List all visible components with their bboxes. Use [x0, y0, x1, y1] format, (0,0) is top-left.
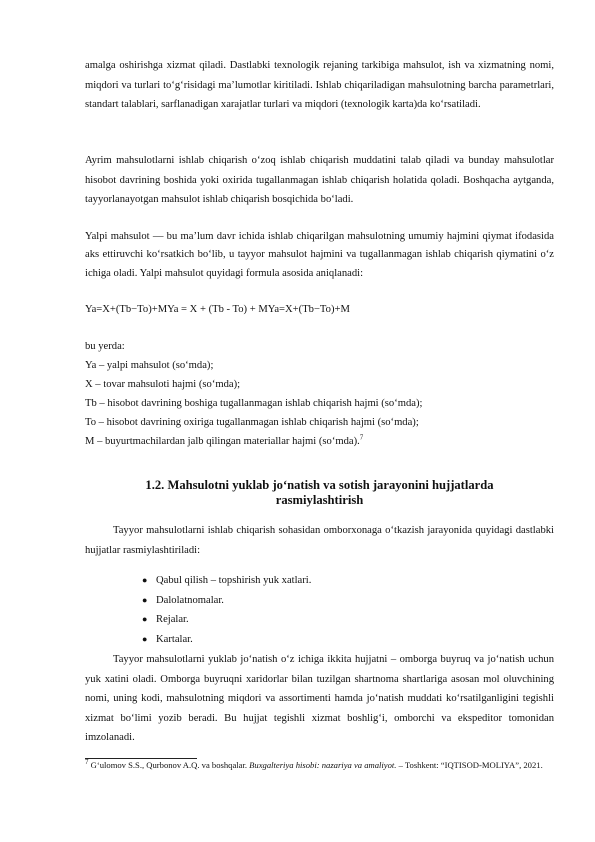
paragraph-documents-intro	[85, 521, 554, 560]
list-item-text: Rejalar.	[156, 614, 189, 625]
legend-item-last	[85, 432, 554, 451]
paragraph-gross-output	[85, 228, 554, 283]
formula	[85, 300, 554, 319]
legend-item: X – tovar mahsuloti hajmi (soʻmda);	[85, 379, 241, 390]
footnote-authors: Gʻulomov S.S., Qurbonov A.Q. va boshqalar.	[90, 760, 248, 770]
section-heading-line2: rasmiylashtirish	[275, 493, 364, 507]
legend-item: Ya – yalpi mahsulot (soʻmda);	[85, 360, 214, 371]
list-item	[85, 610, 554, 630]
legend-item: To – hisobot davrining oxiriga tugallanmagan ishlab chiqarish hajmi (soʻmda);	[85, 417, 419, 428]
legend-item: Tb – hisobot davrining boshiga tugallanmagan ishlab chiqarish hajmi (soʻmda);	[85, 398, 423, 409]
formula-legend	[85, 337, 554, 451]
document-list	[85, 571, 554, 649]
section-heading-line1: 1.2. Mahsulotni yuklab joʻnatish va sotish jarayonini hujjatlarda	[145, 478, 494, 492]
list-item-text: Qabul qilish – topshirish yuk xatlari.	[156, 575, 312, 586]
footnote	[85, 760, 554, 771]
legend-intro: bu yerda:	[85, 341, 125, 352]
section-heading	[85, 478, 554, 508]
bullet-icon: ●	[142, 614, 148, 624]
list-item	[85, 630, 554, 650]
paragraph-text: Yalpi mahsulot — bu maʼlum davr ichida ishlab chiqarilgan mahsulotning umumiy hajmini qiymat ifodasida aks ettiruvchi koʻrsatkich boʻlib, u tayyor mahsulot hajmini va tugallanmagan ishlab chiqarish qiymatini oʻz ichiga oladi. Yalpi mahsulot quyidagi formula asosida aniqlanadi:	[85, 231, 554, 279]
bullet-icon: ●	[142, 594, 148, 605]
bullet-icon: ●	[142, 633, 148, 644]
list-item-text: Kartalar.	[156, 633, 193, 645]
paragraph-unfinished-production	[85, 151, 554, 210]
paragraph-text: Ayrim mahsulotlarni ishlab chiqarish oʻzoq ishlab chiqarish muddatini talab qiladi va bunday mahsulotlar hisobot davrining boshida yoki oxirida tugallanmagan ishlab chiqarish holatida qoladi. Boshqacha aytganda, tayyorlanayotgan mahsulot ishlab chiqarish bosqichida boʻladi.	[85, 155, 554, 206]
footnote-divider	[85, 758, 197, 759]
formula-text: Ya=X+(Tb−To)+MYa = X + (Tb - To) + MYa=X+(Tb−To)+M	[85, 304, 350, 315]
footnote-number: 7	[85, 758, 89, 767]
list-item	[85, 571, 554, 591]
list-item	[85, 591, 554, 611]
footnote-reference: 7	[359, 433, 364, 442]
footnote-title: Buxgalteriya hisobi: nazariya va amaliyot.	[249, 760, 397, 770]
bullet-icon: ●	[142, 575, 148, 585]
list-item-text: Dalolatnomalar.	[156, 594, 224, 606]
paragraph-intro	[85, 56, 554, 115]
paragraph-text: Tayyor mahsulotlarni yuklab joʻnatish oʻz ichiga ikkita hujjatni – omborga buyruq va joʻnatish uchun yuk xatini oladi. Omborga buyruqni xaridorlar bilan tuzilgan shartnoma shartlariga asosan mol oluvchining nomi, uning kodi, mahsulotning miqdori va assortimenti hamda joʻnatish muddati koʻrsatilganligini tegishli xizmat boʻlimi yozib beradi. Bu hujjat tegishli xizmat boshligʻi, omborchi va ekspeditor tomonidan imzolanadi.	[85, 654, 554, 744]
footnote-publisher: – Toshkent: “IQTISOD-MOLIYA”, 2021.	[398, 760, 543, 770]
bullet-list	[85, 571, 554, 649]
paragraph-text: Tayyor mahsulotlarni ishlab chiqarish sohasidan omborxonaga oʻtkazish jarayonida quyidagi dastlabki hujjatlar rasmiylashtiriladi:	[85, 525, 554, 556]
paragraph-text: amalga oshirishga xizmat qiladi. Dastlabki texnologik rejaning tarkibiga mahsulot, ish va xizmatning nomi, miqdori va turlari toʻgʻrisidagi maʼlumotlar kiritiladi. Ishlab chiqariladigan mahsulotning barcha parametrlari, standart talablari, sarflanadigan xarajatlar turlari va miqdori (texnologik karta)da koʻrsatiladi.	[85, 60, 554, 111]
paragraph-shipment	[85, 650, 554, 748]
legend-item-text: M – buyurtmachilardan jalb qilingan materiallar hajmi (soʻmda).	[85, 436, 360, 447]
